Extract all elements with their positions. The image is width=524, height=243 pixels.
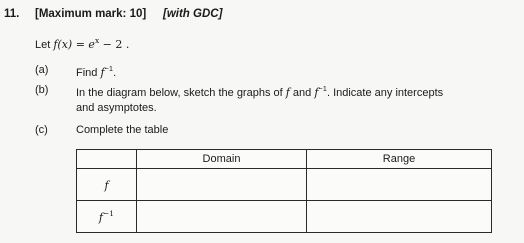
f-inverse-symbol: f [100, 66, 105, 79]
table-header-domain: Domain [137, 150, 307, 169]
f-inverse-symbol: f [314, 86, 319, 99]
function-exponent: x [94, 36, 100, 45]
part-a-text: Find $f^{-1}$. [76, 64, 117, 79]
part-b-label: (b) [35, 84, 49, 96]
calculator-note: [with GDC] [163, 8, 223, 20]
function-lhs: f(x) = e [53, 38, 95, 51]
table-header-range: Range [307, 150, 492, 169]
range-cell-f[interactable] [307, 169, 492, 201]
table-row [77, 201, 492, 233]
table-row [77, 169, 492, 201]
domain-cell-f[interactable] [137, 169, 307, 201]
row-function-f-inverse: $f^{-1}$ [77, 201, 137, 233]
part-c-text: Complete the table [76, 124, 169, 136]
part-c-label: (c) [35, 124, 48, 136]
f-symbol: f [285, 86, 290, 99]
part-b-text: In the diagram below, sketch the graphs of f and $f^{-1}$. Indicate any intercepts [76, 84, 444, 99]
part-b-text-line2: and asymptotes. [76, 102, 157, 114]
max-mark: [Maximum mark: 10] [35, 8, 147, 20]
range-cell-f-inverse[interactable] [307, 201, 492, 233]
table-header-blank [77, 150, 137, 169]
question-number: 11. [4, 8, 20, 20]
function-definition [35, 36, 129, 51]
part-a-label: (a) [35, 64, 49, 76]
answer-table [76, 149, 492, 233]
table-header-row [77, 150, 492, 169]
domain-cell-f-inverse[interactable] [137, 201, 307, 233]
row-function-f: f [77, 169, 137, 201]
function-rhs: − 2 . [99, 38, 130, 51]
let-word: Let [35, 39, 51, 51]
